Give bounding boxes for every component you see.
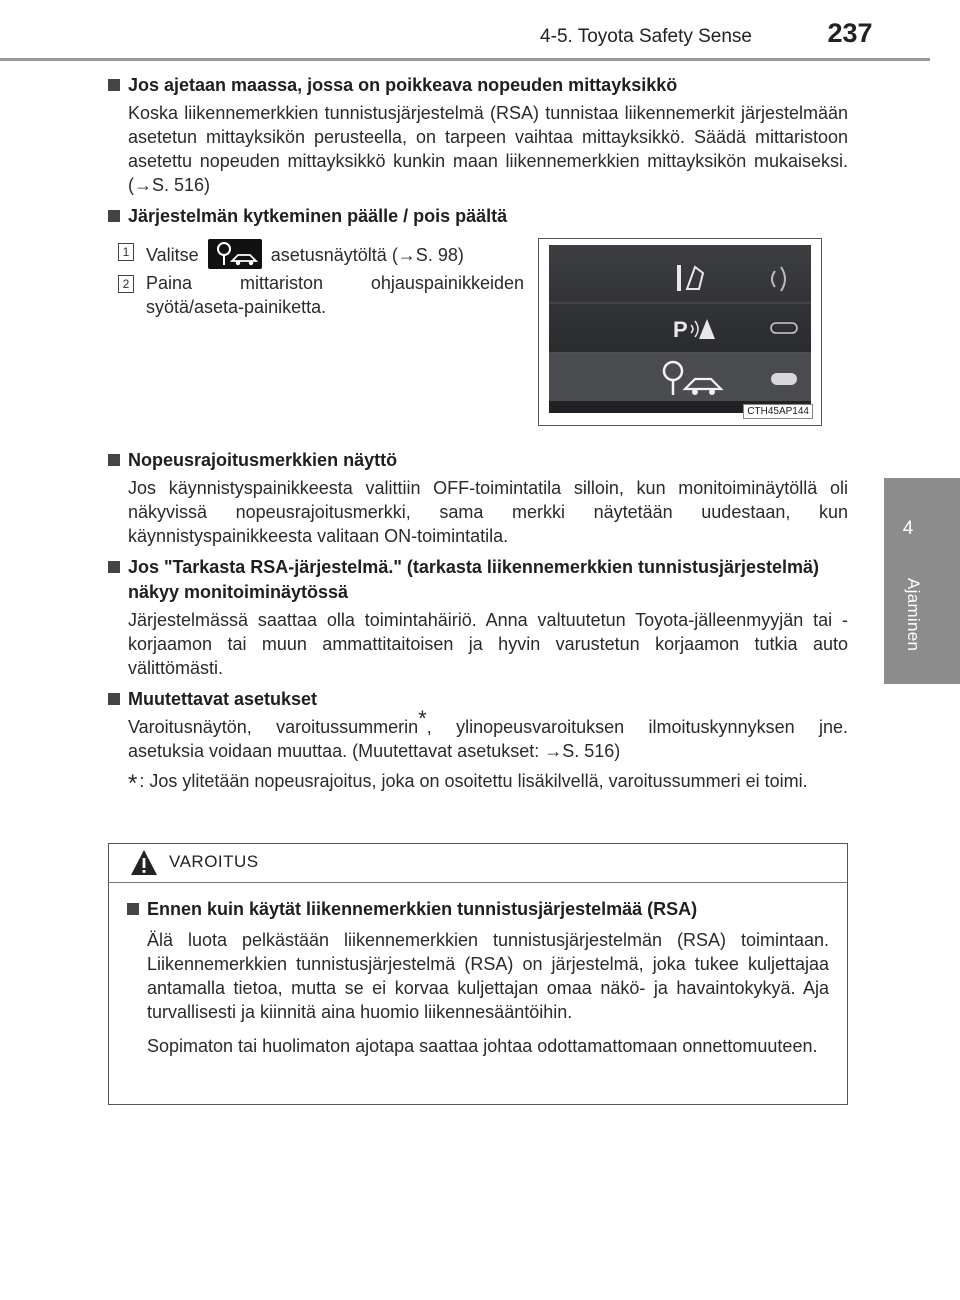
section-heading: Jos ajetaan maassa, jossa on poikkeava nopeuden mittayksikkö [108, 73, 848, 98]
section-heading: Nopeusrajoitusmerkkien näyttö [108, 448, 848, 473]
section-heading: Järjestelmän kytkeminen päälle / pois päältä [108, 204, 848, 229]
step-number: 2 [118, 275, 134, 293]
display-row-parking [549, 307, 811, 357]
section-system-on-off [108, 204, 848, 441]
square-bullet-icon [108, 210, 120, 222]
step-number: 1 [118, 243, 134, 261]
warning-triangle-icon [129, 848, 159, 878]
footnote: * : Jos ylitetään nopeusrajoitus, joka on osoitettu lisäkilvellä, varoitussummeri ei toimi. [128, 770, 808, 797]
section-text: Järjestelmässä saattaa olla toimintahäiriö. Anna valtuutetun Toyota-jälleenmyyjän tai -korjaamon tai muun ammattitaitoisen ja hyvin varustetun korjaamon tutkia auto välittömästi. [128, 610, 848, 678]
section-text: Jos käynnistyspainikkeesta valittiin OFF-toimintatila silloin, kun monitoiminäytöllä oli näkyvissä nopeusrajoitusmerkki, sama merkki näytetään uudestaan, kun käynnistyspainikkeesta valitaan ON-toimintatila. [128, 478, 848, 546]
page-content [108, 66, 848, 796]
warning-heading: Ennen kuin käytät liikennemerkkien tunnistusjärjestelmää (RSA) [127, 897, 829, 922]
rsa-settings-icon [208, 239, 262, 269]
square-bullet-icon [108, 79, 120, 91]
section-text: Varoitusnäytön, varoitussummerin*, ylinopeusvaroituksen ilmoituskynnyksen jne. asetuksia voidaan muuttaa. (Muutettavat asetukset: →S. 516) [128, 706, 848, 761]
warning-header [109, 844, 847, 883]
svg-text:P: P [673, 317, 688, 342]
display-row-rsa-selected [549, 355, 811, 405]
step-text: Paina mittariston ohjauspainikkeiden syötä/aseta-painiketta. [146, 273, 524, 317]
section-text: Koska liikennemerkkien tunnistusjärjestelmä (RSA) tunnistaa liikennemerkit järjestelmään asetetun mittayksikön perusteella, on tarpeen vaihtaa mittayksikkö. Säädä mittaristoon asetettu nopeuden mittayksikkö kunkin maan liikennemerkkien mittayksikön mukaiseksi. (→S. 516) [128, 103, 848, 195]
chapter-number: 4 [902, 518, 914, 539]
chapter-label: Ajaminen [904, 578, 923, 652]
instrument-display-figure [538, 238, 822, 426]
square-bullet-icon [108, 561, 120, 573]
display-row-lane-assist [549, 259, 811, 309]
multi-information-display [549, 245, 811, 413]
warning-paragraph: Älä luota pelkästään liikennemerkkien tunnistusjärjestelmän (RSA) toimintaan. Liikennemerkkien tunnistusjärjestelmä (RSA) on järjestelmä, joka tukee kuljettajaa antamalla tietoa, mutta se ei korvaa kuljettajan omaa näkö- ja havaintokykyä. Aja turvallisesti ja kiinnitä aina huomio liikennesääntöihin. [147, 930, 829, 1022]
square-bullet-icon [127, 903, 139, 915]
warning-box [108, 843, 848, 1105]
page-number: 237 [827, 18, 873, 48]
section-title: 4-5. Toyota Safety Sense [540, 26, 752, 47]
square-bullet-icon [108, 454, 120, 466]
figure-code: CTH45AP144 [743, 404, 813, 419]
header-rule [0, 58, 930, 61]
section-speed-limit-display [108, 448, 848, 548]
step-text: Valitse asetusnäytöltä (→S. 98) [146, 239, 524, 269]
footnote-ref: * [418, 706, 427, 731]
section-heading: Muutettavat asetukset [108, 687, 848, 712]
warning-body [109, 883, 847, 1058]
section-check-rsa [108, 555, 848, 680]
warning-label: VAROITUS [169, 852, 259, 871]
warning-paragraph: Sopimaton tai huolimaton ajotapa saattaa johtaa odottamattomaan onnettomuuteen. [147, 1036, 818, 1056]
square-bullet-icon [108, 693, 120, 705]
section-unit-of-speed [108, 73, 848, 197]
section-customizable-settings [108, 687, 848, 796]
steps-with-figure [108, 229, 848, 441]
section-heading: Jos "Tarkasta RSA-järjestelmä." (tarkasta liikennemerkkien tunnistusjärjestelmä) näkyy monitoiminäytössä [108, 555, 848, 605]
